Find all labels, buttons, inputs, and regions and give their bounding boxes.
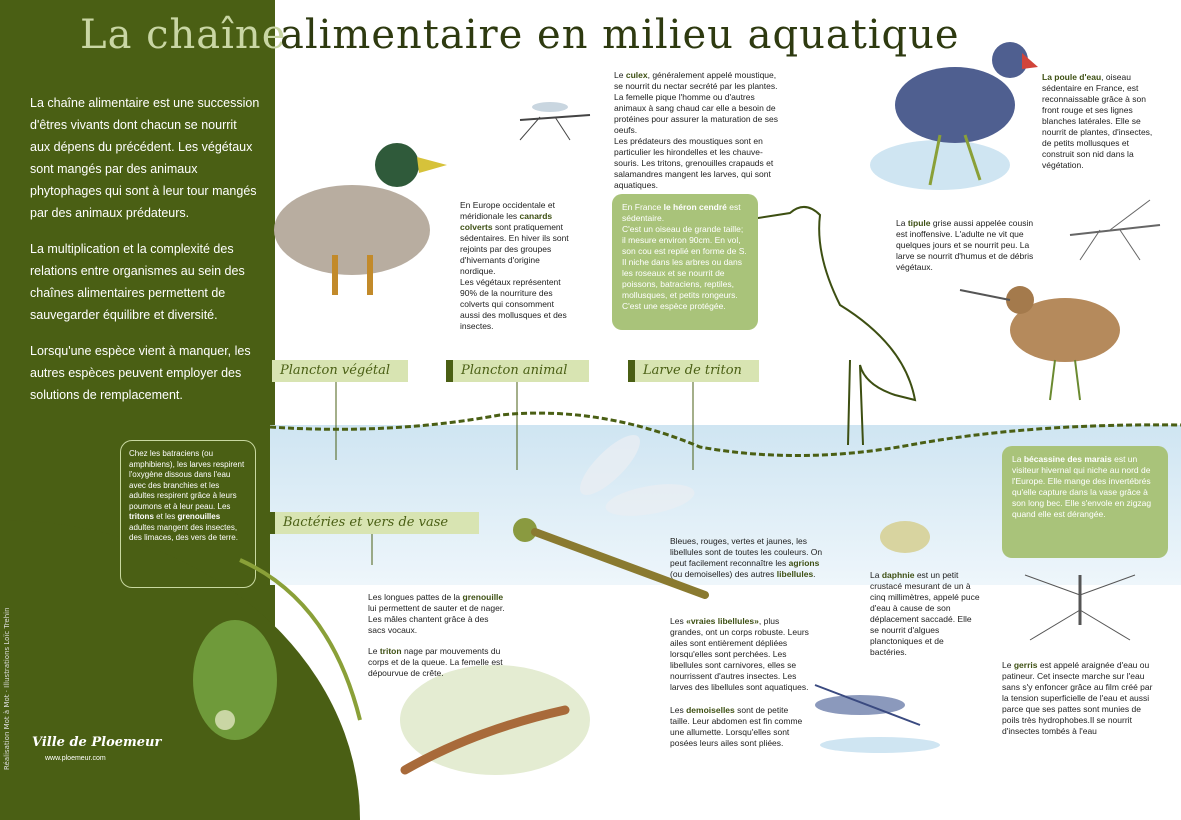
duck-illustration xyxy=(272,115,462,305)
title-part2: alimentaire en milieu aquatique xyxy=(280,12,960,58)
libellules-couleurs-text xyxy=(670,536,830,580)
tipule-name: tipule xyxy=(907,218,931,228)
culex-pre: Le xyxy=(614,70,624,80)
heron-name: le héron cendré xyxy=(663,202,727,212)
daphnia-illustration xyxy=(870,515,940,560)
tipule-text xyxy=(896,218,1036,273)
libellules-t3: . xyxy=(813,569,816,579)
triton-pre: Le xyxy=(368,646,378,656)
damselfly-illustration xyxy=(810,680,950,755)
vraies-libellules-name: «vraies libellules» xyxy=(686,616,759,626)
title-part1: La chaîne xyxy=(80,12,287,58)
snipe-illustration xyxy=(955,270,1155,410)
crane-fly-illustration xyxy=(1060,195,1170,265)
water-strider-illustration xyxy=(1020,565,1140,645)
batraciens-text-3: et les xyxy=(156,512,176,521)
demoiselles-t1: sont de petite taille. Leur abdomen est fin comme une allumette. Lorsqu'elles sont posées leurs ailes sont pliées. xyxy=(670,705,803,748)
moorhen-illustration xyxy=(870,25,1040,205)
daphnie-t1: est un petit crustacé mesurant de un à cinq millimètres, appelé puce d'eau à cause de son déplacement saccadé. Elle se nourrit d'algues planctoniques et de bactéries. xyxy=(870,570,980,657)
heron-t2: est sédentaire. xyxy=(622,202,741,223)
canards-t2: sont pratiquement sédentaires. En hiver ils sont rejoints par des groupes d'hivernants d'origine nordique. xyxy=(460,222,569,276)
daphnie-name: daphnie xyxy=(881,570,915,580)
libellules-t2: (ou demoiselles) des autres xyxy=(670,569,775,579)
triton-t1: nage par mouvements du corps et de la queue. La femelle est dépourvue de crête. xyxy=(368,646,503,678)
gerris-name: gerris xyxy=(1013,660,1038,670)
demoiselles-name: demoiselles xyxy=(686,705,735,715)
triton-text xyxy=(368,646,508,679)
grenouille-name: grenouille xyxy=(462,592,504,602)
becassine-t1: est un visiteur hivernal qui niche au nord de l'Europe. Elle mange des invertébrés qu'elle capture dans la vase grâce à son long bec. Elle s'envole en zigzag quand elle est dérangée. xyxy=(1012,454,1152,519)
gerris-text xyxy=(1002,660,1160,737)
poule-name: La poule d'eau xyxy=(1042,72,1102,82)
culex-text xyxy=(614,70,779,191)
vraies-libellules-pre: Les xyxy=(670,616,684,626)
intro-paragraph-2: La multiplication et la complexité des relations entre organismes au sein des chaînes alimentaires permettent de sauvegarder équilibre et diversité. xyxy=(30,242,245,322)
heron-t3: C'est un oiseau de grande taille; il mesure environ 90cm. En vol, son cou est replié en forme de S. Il niche dans les arbres ou dans les roseaux et se nourrit de poissons, batraciens, reptiles, mollusques, et petits rongeurs. xyxy=(622,224,747,300)
batraciens-text-4: adultes mangent des insectes, des limaces, des vers de terre. xyxy=(129,522,238,542)
batraciens-text-2: Les xyxy=(217,501,231,511)
grenouille-t2: lui permettent de sauter et de nager. Les mâles chantent grâce à des sacs vocaux. xyxy=(368,603,505,635)
poule-text xyxy=(1042,72,1162,171)
vraies-libellules-text xyxy=(670,616,810,693)
intro-paragraph-3: Lorsqu'une espèce vient à manquer, les autres espèces peuvent employer des solutions de remplacement. xyxy=(30,344,251,402)
demoiselles-pre: Les xyxy=(670,705,684,715)
grenouille-t1: Les longues pattes de la xyxy=(368,592,461,602)
tipule-pre: La xyxy=(896,218,906,228)
heron-t4: C'est une espèce protégée. xyxy=(622,301,726,311)
logo-url: www.ploemeur.com xyxy=(45,755,106,762)
canards-text xyxy=(460,200,572,332)
gerris-t1: est appelé araignée d'eau ou patineur. Cet insecte marche sur l'eau sans s'y enfoncer grâce au film créé par la tension superficielle de l'eau et aussi parce que ses pattes sont munies de poils très hydrophobes.Il se nourrit d'insectes tombés à l'eau xyxy=(1002,660,1153,736)
batraciens-tritons: tritons xyxy=(129,512,154,521)
frog-illustration xyxy=(180,560,370,760)
poule-t1: , oiseau sédentaire en France, est reconnaissable grâce à son front rouge et ses lignes blanches latérales. Elle se nourrit de plantes, d'insectes, de petits mollusques et construit son nid dans la végétation. xyxy=(1042,72,1153,170)
tipule-t1: grise aussi appelée cousin est inoffensive. L'adulte ne vit que quelques jours et se nourrit peu. La larve se nourrit d'humus et de débris végétaux. xyxy=(896,218,1034,272)
gerris-pre: Le xyxy=(1002,660,1012,670)
culex-name: culex xyxy=(625,70,648,80)
libellules-name: libellules xyxy=(776,569,814,579)
vraies-libellules-t1: , plus grandes, ont un corps robuste. Leurs ailes sont entièrement dépliées lorsqu'elles sont perchées. Les libellules sont carnivores, elles se nourrissent d'autres insectes. Les larves des libellules sont aquatiques. xyxy=(670,616,809,692)
canards-name: canards colverts xyxy=(460,211,553,232)
becassine-pre: La xyxy=(1012,454,1022,464)
libellules-t1: Bleues, rouges, vertes et jaunes, les libellules sont de toutes les couleurs. On peut facilement reconnaître les xyxy=(670,536,823,568)
label-bacteries: Bactéries et vers de vase xyxy=(268,512,479,534)
credits-text: Réalisation Mot à Mot · Illustrations Loïc Trehin xyxy=(3,607,11,770)
triton-name: triton xyxy=(379,646,402,656)
batraciens-text-1: Chez les batraciens (ou amphibiens), les larves respirent l'oxygène dissous dans l'eau avec des branchies et les adultes respirent grâce à leurs poumons et à leur peau. xyxy=(129,449,245,511)
batraciens-grenouilles: grenouilles xyxy=(177,512,221,521)
heron-t1: En France xyxy=(622,202,662,212)
canards-t1: En Europe occidentale et méridionale les xyxy=(460,200,555,221)
daphnie-text xyxy=(870,570,982,658)
libellules-agrions: agrions xyxy=(788,558,820,568)
culex-t2: Les prédateurs des moustiques sont en particulier les hirondelles et les chauve-souris. Les tritons, grenouilles crapauds et salamandres mangent les larves, qui sont aquatiques. xyxy=(614,136,774,190)
heron-box xyxy=(612,194,758,330)
logo-ploemeur: Ville de Ploemeur xyxy=(32,735,162,750)
label-plancton-animal: Plancton animal xyxy=(446,360,589,382)
mosquito-illustration xyxy=(510,95,600,145)
dragonfly-illustration xyxy=(490,420,720,620)
demoiselles-text xyxy=(670,705,810,749)
canards-t3: Les végétaux représentent 90% de la nourriture des colverts qui consomment aussi des mollusques et des insectes. xyxy=(460,277,567,331)
grenouille-text xyxy=(368,592,508,636)
culex-t1: , généralement appelé moustique, se nourrit du nectar secrété par les plantes. La femelle pique l'homme ou d'autres animaux à sang chaud car elle a besoin de protéines pour assurer la maturation de ses oeufs. xyxy=(614,70,778,135)
label-plancton-vegetal: Plancton végétal xyxy=(265,360,408,382)
label-larve-triton: Larve de triton xyxy=(628,360,759,382)
becassine-name: bécassine des marais xyxy=(1023,454,1112,464)
daphnie-pre: La xyxy=(870,570,880,580)
becassine-box xyxy=(1002,446,1168,558)
intro-paragraph-1: La chaîne alimentaire est une succession d'êtres vivants dont chacun se nourrit aux dépens du précédent. Les végétaux sont mangés par des animaux phytophages qui sont à leur tour mangés par des animaux prédateurs. xyxy=(30,96,260,220)
